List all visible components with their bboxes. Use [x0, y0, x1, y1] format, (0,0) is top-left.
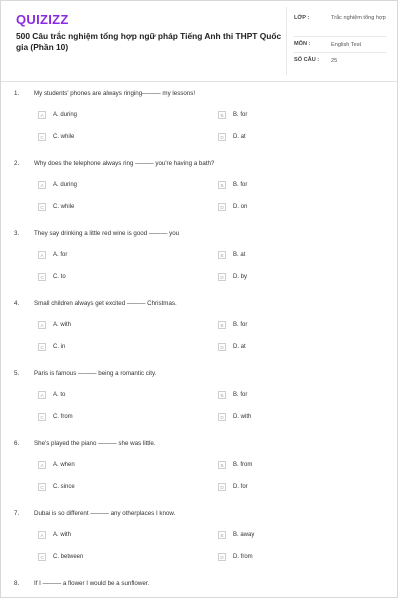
option-letter-box: C — [38, 343, 46, 351]
option-text: A. with — [53, 322, 72, 328]
question-text: My students' phones are always ringing——— my lessons! — [34, 90, 196, 97]
option-letter-box: A — [38, 531, 46, 539]
option-text: A. during — [53, 182, 78, 188]
question-text: Paris is famous ——— being a romantic city. — [34, 370, 157, 377]
question-number: 1. — [14, 90, 20, 97]
option-letter-box: B — [218, 461, 226, 469]
question-item — [1, 85, 398, 155]
question-number: 4. — [14, 300, 20, 307]
option-text: A. to — [53, 392, 66, 398]
count-label: SỐ CÂU : — [294, 57, 320, 63]
option-text: C. from — [53, 414, 73, 420]
question-item — [1, 435, 398, 505]
option-letter-box: C — [38, 413, 46, 421]
option-letter-box: D — [218, 343, 226, 351]
meta-divider — [294, 36, 386, 37]
option-letter-box: B — [218, 251, 226, 259]
subject-label: MÔN : — [294, 41, 311, 47]
option-letter-box: D — [218, 133, 226, 141]
option-letter-box: A — [38, 251, 46, 259]
option-letter-box: D — [218, 553, 226, 561]
worksheet-header — [1, 1, 397, 82]
question-number: 5. — [14, 370, 20, 377]
option-letter-box: A — [38, 111, 46, 119]
option-letter-box: A — [38, 181, 46, 189]
option-letter-box: B — [218, 181, 226, 189]
option-letter-box: B — [218, 531, 226, 539]
option-text: D. with — [233, 414, 252, 420]
question-item — [1, 225, 398, 295]
option-text: B. from — [233, 462, 253, 468]
question-number: 2. — [14, 160, 20, 167]
option-letter-box: C — [38, 483, 46, 491]
option-letter-box: A — [38, 321, 46, 329]
question-text: She's played the piano ——— she was little. — [34, 440, 156, 447]
question-item — [1, 575, 398, 598]
option-letter-box: D — [218, 483, 226, 491]
option-text: B. for — [233, 322, 248, 328]
worksheet-title: 500 Câu trắc nghiệm tổng hợp ngữ pháp Tiếng Anh thi THPT Quốc gia (Phần 10) — [16, 31, 282, 52]
option-text: C. since — [53, 484, 75, 490]
quizizz-logo: QUIZIZZ — [16, 12, 69, 27]
meta-divider — [294, 52, 386, 53]
question-text: They say drinking a little red wine is good ——— you — [34, 230, 180, 237]
subject-value: English Test — [331, 42, 362, 48]
option-letter-box: A — [38, 461, 46, 469]
count-value: 25 — [331, 58, 338, 64]
class-value: Trắc nghiệm tổng hợp — [331, 15, 386, 21]
option-letter-box: D — [218, 203, 226, 211]
option-letter-box: C — [38, 273, 46, 281]
option-text: D. from — [233, 554, 253, 560]
question-number: 3. — [14, 230, 20, 237]
question-text: If I ——— a flower I would be a sunflower. — [34, 580, 150, 587]
question-item — [1, 295, 398, 365]
option-text: A. when — [53, 462, 75, 468]
option-letter-box: C — [38, 553, 46, 561]
option-letter-box: B — [218, 391, 226, 399]
header-divider — [286, 7, 287, 75]
option-letter-box: C — [38, 133, 46, 141]
option-text: D. by — [233, 274, 248, 280]
option-text: D. at — [233, 134, 246, 140]
question-text: Dubai is so different ——— any otherplaces I know. — [34, 510, 176, 517]
option-text: B. for — [233, 112, 248, 118]
option-letter-box: C — [38, 203, 46, 211]
option-text: B. away — [233, 532, 255, 538]
option-letter-box: A — [38, 391, 46, 399]
option-text: C. while — [53, 134, 75, 140]
option-text: A. for — [53, 252, 68, 258]
question-number: 8. — [14, 580, 20, 587]
option-text: C. between — [53, 554, 84, 560]
question-item — [1, 505, 398, 575]
option-text: D. at — [233, 344, 246, 350]
option-text: D. on — [233, 204, 248, 210]
question-number: 6. — [14, 440, 20, 447]
option-text: C. to — [53, 274, 66, 280]
option-letter-box: B — [218, 321, 226, 329]
question-item — [1, 365, 398, 435]
option-letter-box: D — [218, 273, 226, 281]
option-letter-box: D — [218, 413, 226, 421]
option-text: B. for — [233, 392, 248, 398]
option-text: B. at — [233, 252, 246, 258]
question-item — [1, 155, 398, 225]
question-number: 7. — [14, 510, 20, 517]
question-text: Why does the telephone always ring ——— you're having a bath? — [34, 160, 215, 167]
class-label: LỚP : — [294, 15, 310, 21]
option-text: C. in — [53, 344, 66, 350]
option-text: A. during — [53, 112, 78, 118]
option-text: D. for — [233, 484, 248, 490]
option-text: A. with — [53, 532, 72, 538]
question-text: Small children always get excited ——— Christmas. — [34, 300, 177, 307]
option-letter-box: B — [218, 111, 226, 119]
option-text: C. while — [53, 204, 75, 210]
option-text: B. for — [233, 182, 248, 188]
